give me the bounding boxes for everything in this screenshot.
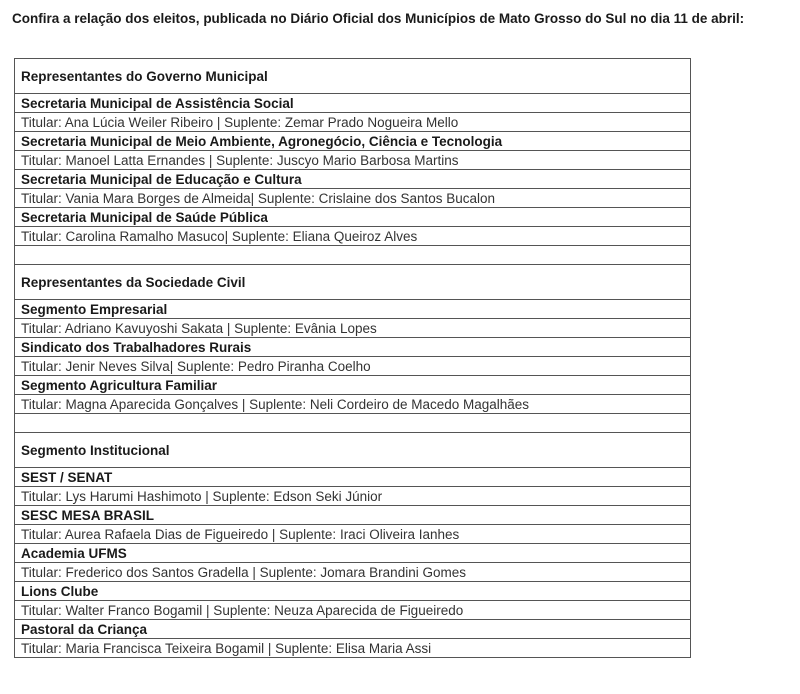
member-detail: Titular: Vania Mara Borges de Almeida| Suplente: Crislaine dos Santos Bucalon [15, 189, 691, 208]
member-heading: SESC MESA BRASIL [15, 506, 691, 525]
member-heading: Secretaria Municipal de Educação e Cultura [15, 170, 691, 189]
member-detail: Titular: Walter Franco Bogamil | Suplente: Neuza Aparecida de Figueiredo [15, 601, 691, 620]
member-detail-row [15, 601, 691, 620]
member-detail: Titular: Magna Aparecida Gonçalves | Suplente: Neli Cordeiro de Macedo Magalhães [15, 395, 691, 414]
spacer-cell [15, 414, 691, 433]
member-heading-row [15, 300, 691, 319]
member-detail-row [15, 151, 691, 170]
member-heading: Sindicato dos Trabalhadores Rurais [15, 338, 691, 357]
member-detail-row [15, 227, 691, 246]
member-detail: Titular: Ana Lúcia Weiler Ribeiro | Suplente: Zemar Prado Nogueira Mello [15, 113, 691, 132]
member-detail-row [15, 395, 691, 414]
group-header-row [15, 265, 691, 300]
group-header-row [15, 59, 691, 94]
member-detail-row [15, 113, 691, 132]
member-heading-row [15, 208, 691, 227]
member-detail-row [15, 319, 691, 338]
member-detail: Titular: Adriano Kavuyoshi Sakata | Suplente: Evânia Lopes [15, 319, 691, 338]
member-heading-row [15, 338, 691, 357]
member-heading: Secretaria Municipal de Meio Ambiente, Agronegócio, Ciência e Tecnologia [15, 132, 691, 151]
member-detail: Titular: Carolina Ramalho Masuco| Suplente: Eliana Queiroz Alves [15, 227, 691, 246]
member-detail: Titular: Frederico dos Santos Gradella | Suplente: Jomara Brandini Gomes [15, 563, 691, 582]
member-heading-row [15, 170, 691, 189]
member-heading: Segmento Empresarial [15, 300, 691, 319]
member-heading: Lions Clube [15, 582, 691, 601]
group-title: Representantes do Governo Municipal [15, 59, 691, 94]
member-heading: SEST / SENAT [15, 468, 691, 487]
member-heading-row [15, 620, 691, 639]
member-detail-row [15, 639, 691, 658]
spacer-row [15, 414, 691, 433]
member-detail: Titular: Lys Harumi Hashimoto | Suplente: Edson Seki Júnior [15, 487, 691, 506]
member-heading-row [15, 544, 691, 563]
member-detail: Titular: Jenir Neves Silva| Suplente: Pedro Piranha Coelho [15, 357, 691, 376]
member-heading-row [15, 582, 691, 601]
spacer-cell [15, 246, 691, 265]
group-title: Segmento Institucional [15, 433, 691, 468]
group-title: Representantes da Sociedade Civil [15, 265, 691, 300]
elected-members-table [14, 58, 691, 658]
member-heading: Secretaria Municipal de Saúde Pública [15, 208, 691, 227]
member-heading-row [15, 506, 691, 525]
member-heading: Pastoral da Criança [15, 620, 691, 639]
member-heading-row [15, 468, 691, 487]
member-heading: Academia UFMS [15, 544, 691, 563]
member-detail: Titular: Maria Francisca Teixeira Bogamil | Suplente: Elisa Maria Assi [15, 639, 691, 658]
member-detail-row [15, 563, 691, 582]
member-heading-row [15, 94, 691, 113]
member-heading-row [15, 132, 691, 151]
member-detail: Titular: Aurea Rafaela Dias de Figueiredo | Suplente: Iraci Oliveira Ianhes [15, 525, 691, 544]
spacer-row [15, 246, 691, 265]
member-detail-row [15, 525, 691, 544]
member-detail-row [15, 357, 691, 376]
group-header-row [15, 433, 691, 468]
member-detail-row [15, 189, 691, 208]
member-heading-row [15, 376, 691, 395]
intro-text: Confira a relação dos eleitos, publicada no Diário Oficial dos Municípios de Mato Grosso do Sul no dia 11 de abril: [12, 11, 745, 26]
member-detail: Titular: Manoel Latta Ernandes | Suplente: Juscyo Mario Barbosa Martins [15, 151, 691, 170]
member-heading: Secretaria Municipal de Assistência Social [15, 94, 691, 113]
member-heading: Segmento Agricultura Familiar [15, 376, 691, 395]
member-detail-row [15, 487, 691, 506]
